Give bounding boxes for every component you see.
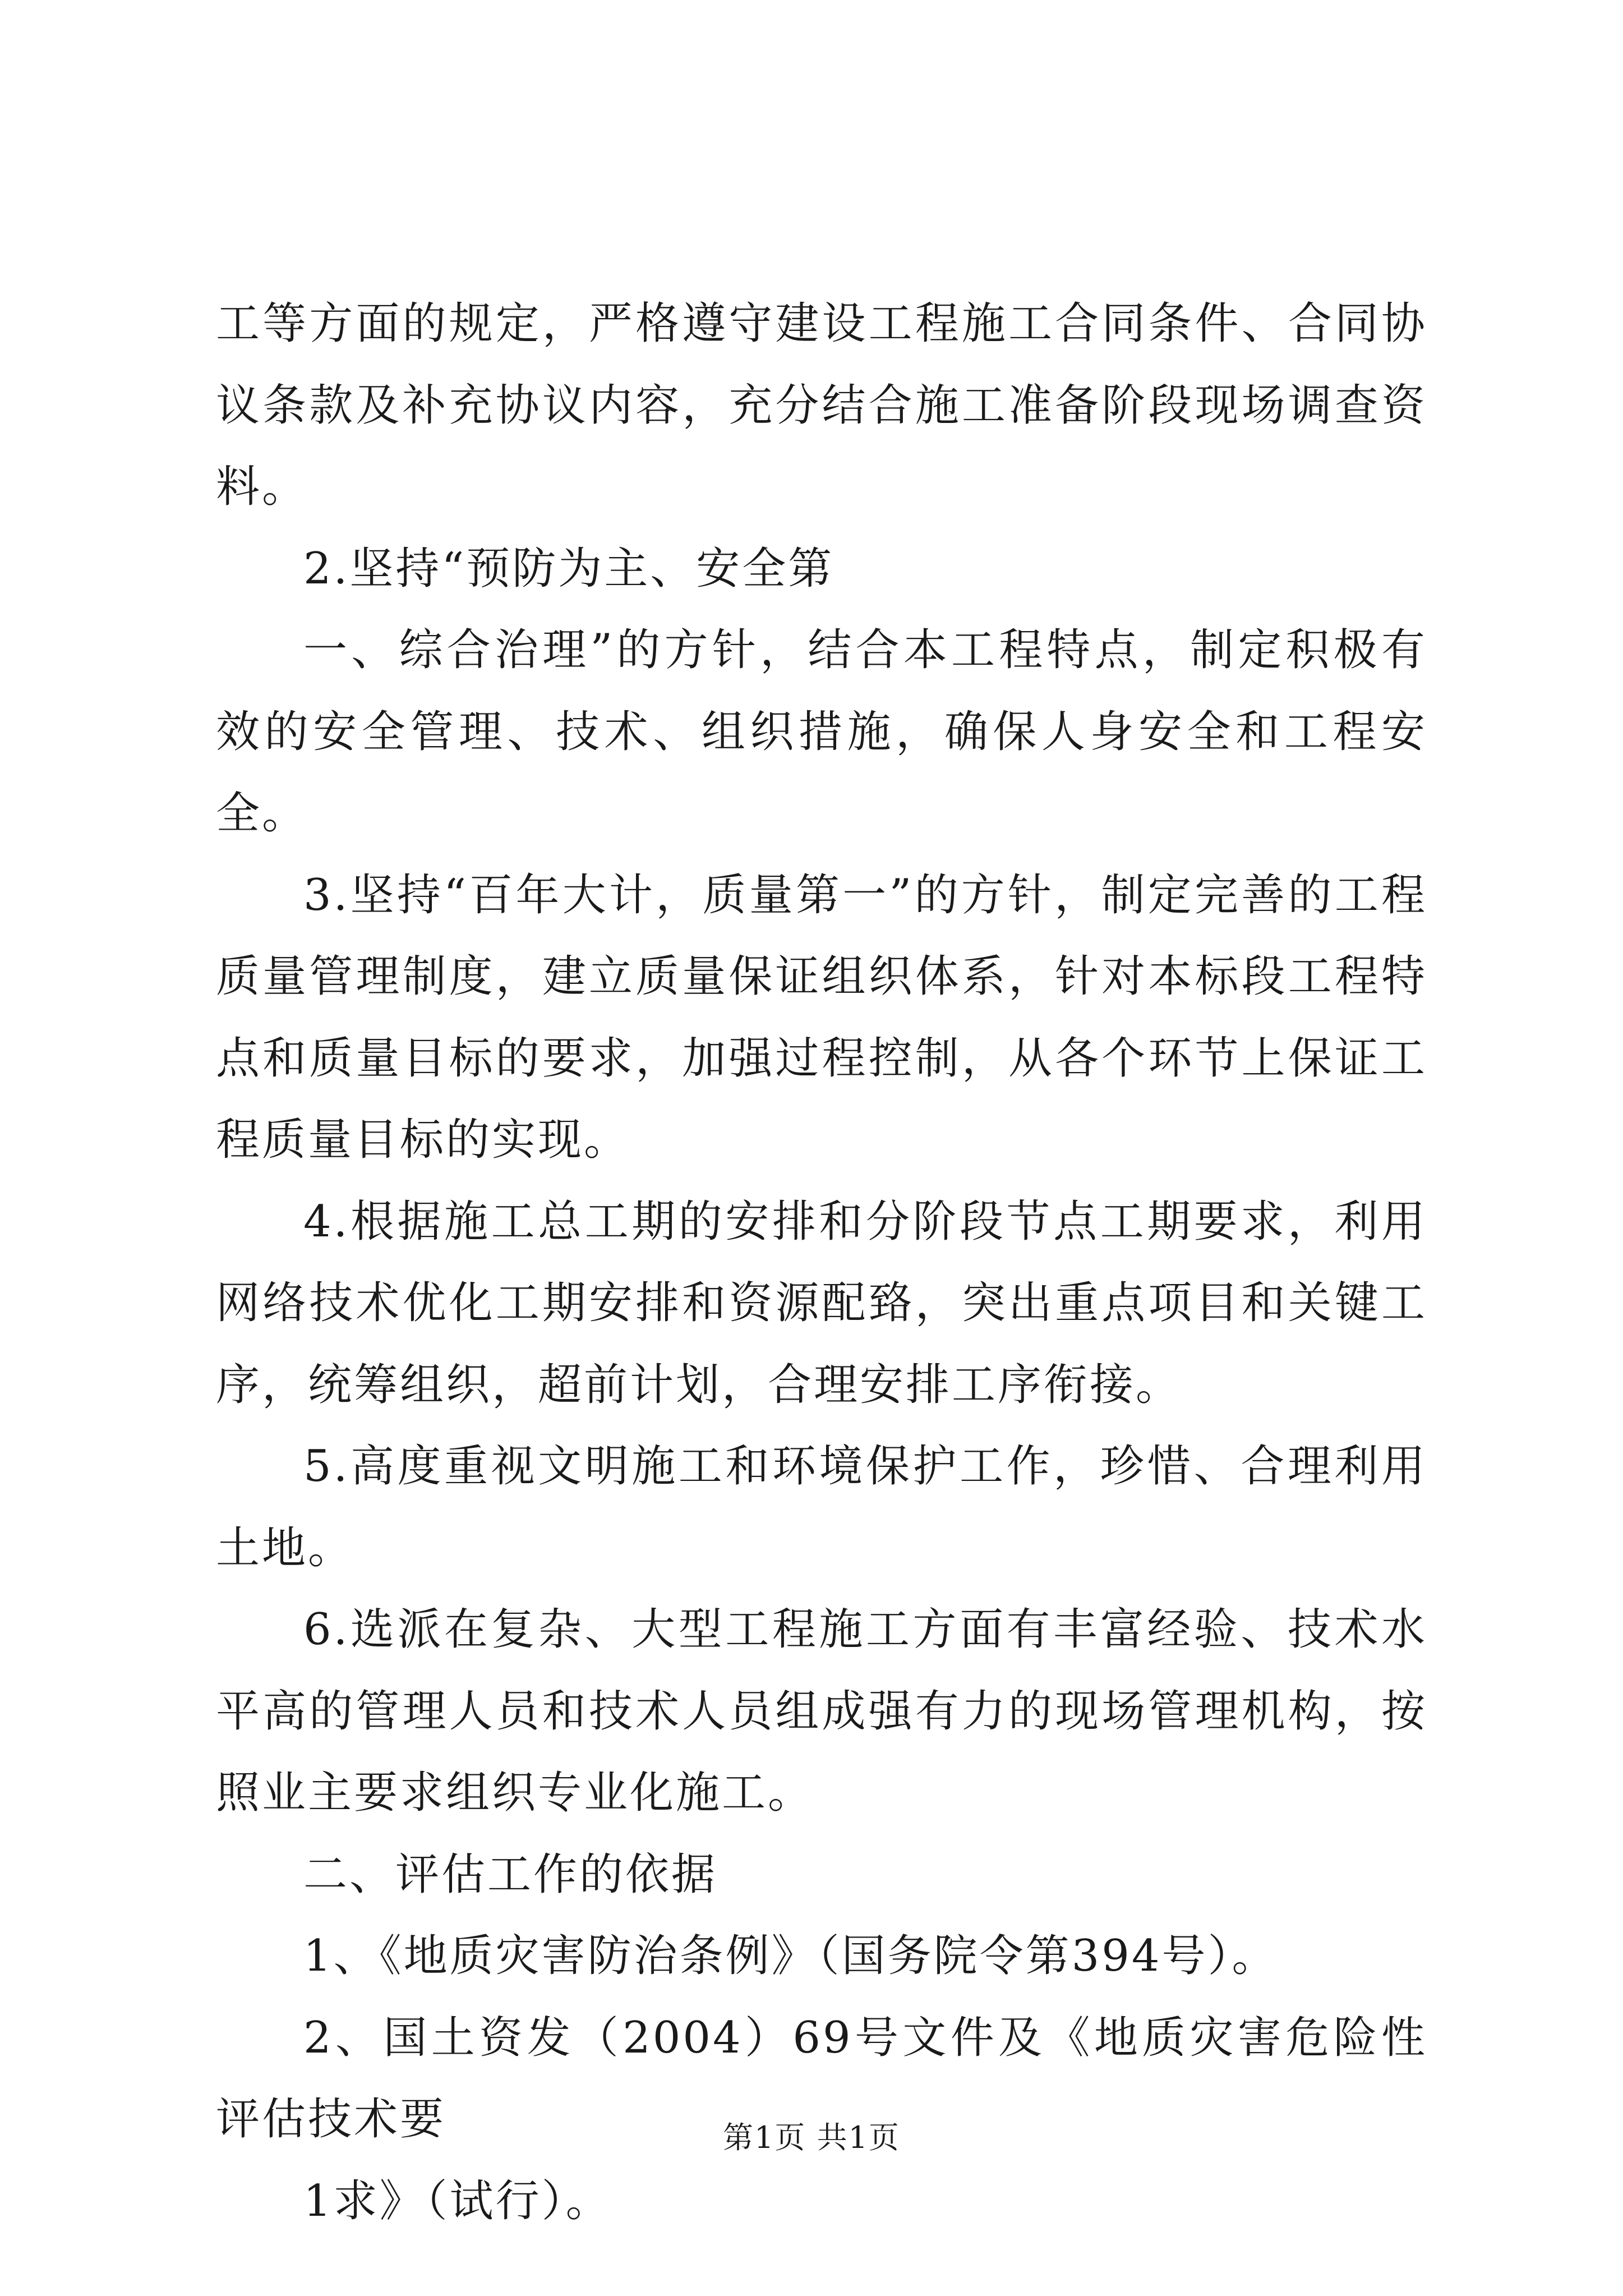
section-heading: 二、评估工作的依据 — [303, 1849, 718, 1900]
paragraph: 一、综合治理”的方针，结合本工程特点，制定积极有效的安全管理、技术、组织措施，确保人身安全和工程安全。 — [216, 625, 1427, 839]
paragraph: 1、《地质灾害防治条例》（国务院令第394号）。 — [303, 1931, 1278, 1981]
paragraph: 3.坚持“百年大计，质量第一”的方针，制定完善的工程质量管理制度，建立质量保证组织体系，针对本标段工程特点和质量目标的要求，加强过程控制，从各个环节上保证工程质量目标的实现。 — [216, 869, 1427, 1165]
paragraph: 1求》（试行）。 — [303, 2175, 612, 2226]
paragraph: 工等方面的规定，严格遵守建设工程施工合同条件、合同协议条款及补充协议内容，充分结合施工准备阶段现场调查资料。 — [216, 298, 1427, 512]
document-body — [216, 283, 1427, 2242]
paragraph: 6.选派在复杂、大型工程施工方面有丰富经验、技术水平高的管理人员和技术人员组成强有力的现场管理机构，按照业主要求组织专业化施工。 — [216, 1604, 1427, 1818]
paragraph: 2、国土资发（2004）69号文件及《地质灾害危险性评估技术要 — [216, 2012, 1427, 2145]
paragraph: 2.坚持“预防为主、安全第 — [303, 543, 834, 594]
page-footer: 第1页 共1页 — [723, 2120, 900, 2155]
paragraph: 5.高度重视文明施工和环境保护工作，珍惜、合理利用土地。 — [216, 1441, 1427, 1573]
paragraph: 4.根据施工总工期的安排和分阶段节点工期要求，利用网络技术优化工期安排和资源配臵，突出重点项目和关键工序，统筹组织，超前计划，合理安排工序衔接。 — [216, 1196, 1427, 1410]
